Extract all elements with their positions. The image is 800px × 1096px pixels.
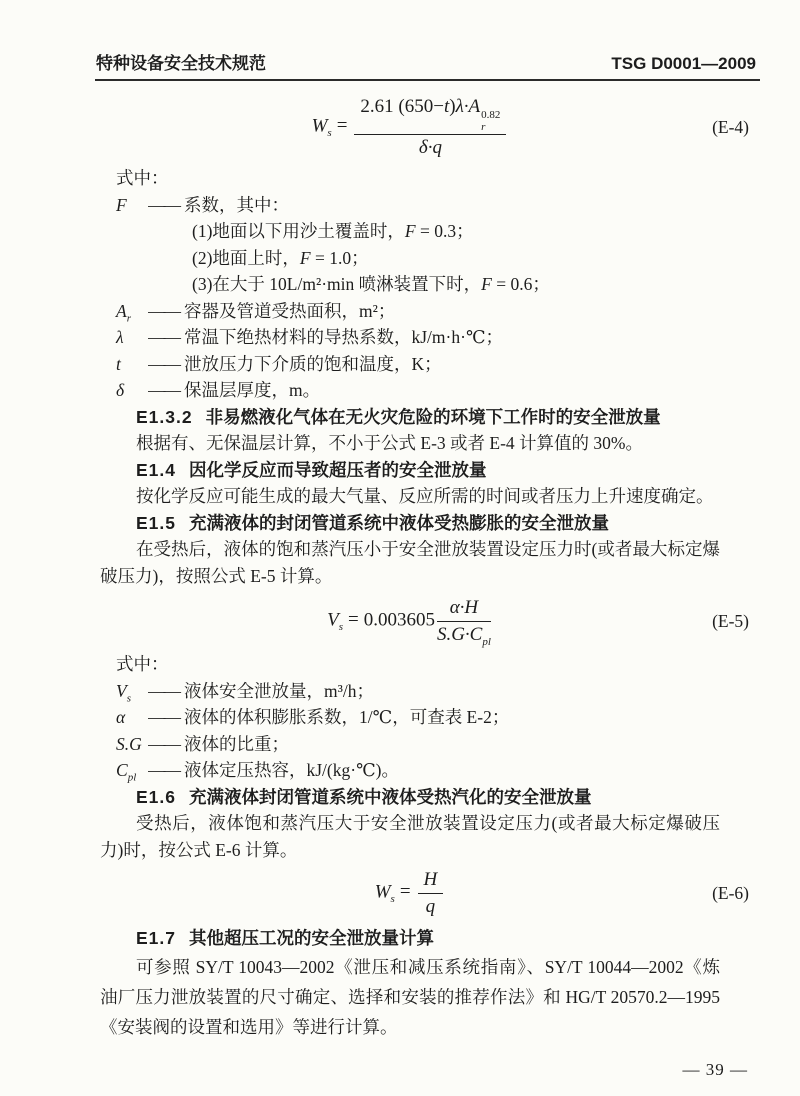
var-def-F-case-2: (2)地面上时，F = 1.0； (192, 247, 369, 268)
var-definition: 液体的体积膨胀系数，1/℃，可查表 E-2； (184, 707, 510, 727)
section-heading-e1-3-2 (100, 404, 720, 431)
header-rule (95, 79, 760, 81)
e6-numerator: H (418, 868, 444, 894)
paragraph-e1-7: 可参照 SY/T 10043—2002《泄压和减压系统指南》、SY/T 10044—2002《炼油厂压力泄放装置的尺寸确定、选择和安装的推荐作法》和 HG/T 20570.2—1995《安装阀的设置和选用》等进行计算。 (100, 956, 720, 1037)
section-title: 充满液体封闭管道系统中液体受热汽化的安全泄放量 (189, 786, 592, 807)
formula-e6 (100, 868, 749, 918)
paragraph-e1-3-2: 根据有、无保温层计算，不小于公式 E-3 或者 E-4 计算值的 30%。 (136, 433, 643, 453)
formula-label-e5: (E-5) (712, 611, 749, 631)
formula-e5 (100, 596, 749, 648)
where-clause-e4: 式中： (116, 168, 169, 188)
dash: —— (148, 707, 179, 727)
section-heading-e1-6 (100, 784, 720, 811)
var-def-delta (100, 377, 720, 404)
section-title: 非易燃液化气体在无火灾危险的环境下工作时的安全泄放量 (205, 406, 661, 427)
var-def-F-case-1: (1)地面以下用沙土覆盖时，F = 0.3； (192, 221, 474, 241)
dash: —— (148, 680, 179, 701)
var-definition: 液体定压热容，kJ/(kg·℃)。 (184, 760, 399, 780)
var-definition: 泄放压力下介质的饱和温度，K； (184, 353, 442, 374)
var-symbol-Ar: $A_r$ (116, 300, 131, 324)
var-symbol-delta: δ (116, 380, 125, 400)
var-symbol-Vs: $V_s$ (116, 680, 131, 704)
var-def-Ar (100, 298, 720, 325)
e4-denominator: δ·q (418, 137, 442, 158)
e5-lhs-sub: s (338, 621, 343, 634)
e6-lhs-sub: s (390, 893, 395, 906)
e5-lhs: V (327, 609, 339, 631)
var-symbol-lambda: λ (116, 327, 124, 347)
e6-equals: = (399, 881, 411, 903)
var-symbol-Cpl: $C_{pl}$ (116, 760, 137, 784)
formula-label-e4: (E-4) (712, 117, 749, 137)
e5-denominator: $S.G\cdot C_{pl}$ (436, 624, 491, 648)
var-symbol-SG: S.G (116, 733, 142, 754)
var-definition: 常温下绝热材料的导热系数，kJ/m·h·℃； (184, 327, 504, 347)
header-spec-title: 特种设备安全技术规范 (96, 54, 266, 73)
where-clause-e5: 式中： (116, 654, 169, 674)
var-def-Cpl (100, 757, 720, 784)
var-definition: 液体的比重； (184, 733, 289, 754)
section-heading-e1-7 (100, 925, 720, 952)
e4-numerator: 2.61 (650−t)λ·A 0.82 r (354, 95, 506, 135)
page-body (0, 95, 800, 1042)
e5-numerator: α·H (437, 596, 491, 622)
var-def-SG (100, 731, 720, 758)
var-definition: 系数，其中： (184, 194, 289, 215)
e4-lhs: W (311, 115, 328, 137)
e5-coefficient: 0.003605 (363, 609, 435, 631)
var-def-F (100, 192, 720, 219)
var-def-lambda (100, 324, 720, 351)
var-symbol-F: F (116, 194, 127, 215)
var-symbol-alpha: α (116, 707, 126, 727)
section-number: E1.6 (136, 786, 176, 807)
e6-lhs: W (374, 881, 391, 903)
var-symbol-t: t (116, 353, 121, 374)
paragraph-e1-4: 按化学反应可能生成的最大气量、反应所需的时间或者压力上升速度确定。 (136, 486, 714, 506)
formula-e4 (100, 95, 749, 159)
e5-fraction (437, 596, 491, 646)
dash: —— (148, 760, 179, 780)
section-title: 充满液体的封闭管道系统中液体受热膨胀的安全泄放量 (189, 512, 609, 533)
section-number: E1.3.2 (136, 406, 193, 427)
formula-e5-expression (327, 596, 493, 646)
section-title: 因化学反应而导致超压者的安全泄放量 (189, 459, 487, 480)
paragraph-e1-5: 在受热后，液体的饱和蒸汽压小于安全泄放装置设定压力时(或者最大标定爆破压力)，按照公式 E-5 计算。 (100, 539, 720, 586)
dash: —— (148, 380, 179, 400)
var-def-F-case-3: (3)在大于 10L/m²·min 喷淋装置下时，F = 0.6； (192, 274, 550, 294)
section-title: 其他超压工况的安全泄放量计算 (189, 928, 434, 948)
formula-e6-expression (375, 868, 446, 918)
paragraph-e1-6: 受热后，液体饱和蒸汽压大于安全泄放装置设定压力(或者最大标定爆破压力)时，按公式 E-6 计算。 (100, 813, 720, 860)
section-heading-e1-5 (100, 510, 720, 537)
header-doc-code: TSG D0001—2009 (611, 54, 756, 73)
formula-label-e6: (E-6) (712, 883, 749, 903)
e4-fraction (354, 95, 506, 159)
section-number: E1.5 (136, 512, 176, 533)
e4-lhs-sub: s (327, 127, 332, 140)
dash: —— (148, 353, 179, 374)
e4-sup-sub-stack: 0.82 r (481, 109, 501, 133)
formula-e4-expression (312, 95, 509, 159)
section-number: E1.4 (136, 459, 176, 480)
e6-denominator: q (425, 896, 436, 917)
e4-equals: = (336, 115, 348, 137)
var-def-Vs (100, 678, 720, 705)
var-definition: 容器及管道受热面积，m²； (184, 300, 396, 321)
var-definition: 液体安全泄放量，m³/h； (184, 680, 374, 701)
e6-fraction (418, 868, 444, 918)
dash: —— (148, 733, 179, 754)
page-header (0, 0, 800, 79)
var-def-t (100, 351, 720, 378)
section-heading-e1-4 (100, 457, 720, 484)
var-definition: 保温层厚度，m。 (184, 380, 321, 400)
var-def-alpha (100, 704, 720, 731)
e5-equals: = (347, 609, 359, 631)
dash: —— (148, 300, 179, 321)
dash: —— (148, 194, 179, 215)
dash: —— (148, 327, 179, 347)
page-number: — 39 — (682, 1060, 748, 1079)
section-number: E1.7 (136, 928, 176, 948)
